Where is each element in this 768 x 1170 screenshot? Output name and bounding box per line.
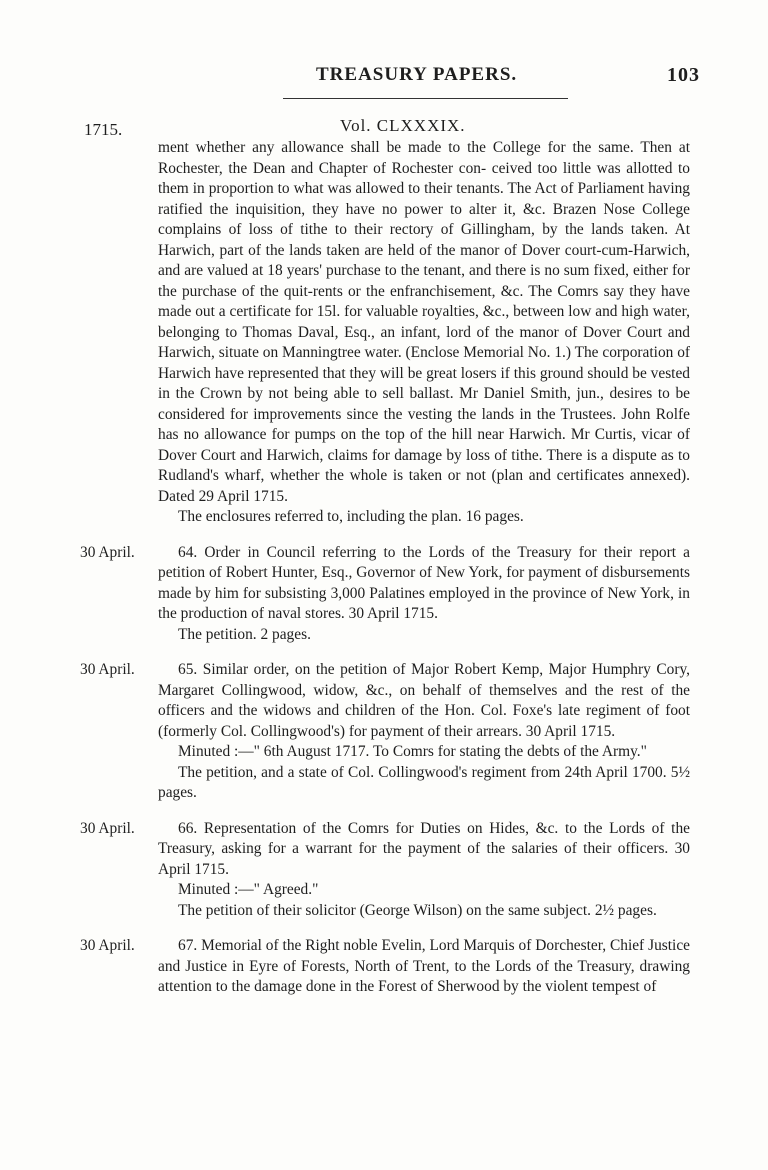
running-title: TREASURY PAPERS.: [316, 64, 518, 85]
entry-text: 65. Similar order, on the petition of Major Robert Kemp, Major Humphry Cory, Margaret Collingwood, widow, &c., on behalf of themselves and the rest of the officers and the widows and children of the Hon. Col. Foxe's late regiment of foot (formerly Col. Collingwood's) for payment of their arrears. 30 April 1715.: [158, 661, 690, 740]
entry: [80, 936, 690, 998]
text-line: Mr Curtis, vicar of Dover Court and Harwich, claims for damage: [158, 426, 690, 464]
text-line: corporation of Harwich have represented that they will be great: [158, 344, 691, 382]
text-line: 29 April 1715.: [198, 487, 288, 505]
volume-heading: Vol. CLXXXIX.: [340, 116, 466, 135]
entry-date: 30 April.: [80, 661, 135, 678]
header-rule: [283, 98, 568, 99]
entry-date: 30 April.: [80, 819, 135, 837]
entry-list: [80, 528, 690, 998]
text-line: Daval, Esq., an infant, lord of the manor of Dover Court and Harwich,: [158, 323, 690, 361]
entry-text: 64. Order in Council referring to the Lords of the Treasury for their report a petition of Robert Hunter, Esq., Governor of New York, for payment of disbursements made by him for subsisting 3,000 Palatines employed in the province of New York, in the production of naval stores. 30 April 1715.: [158, 543, 690, 622]
text-line: for improvements since the vesting the lands in the Trustees. John: [230, 405, 651, 423]
text-line: able to sell ballast. Mr Daniel Smith, jun., desires to be considered: [158, 385, 690, 423]
entry-note: The petition of their solicitor (George Wilson) on the same subject. 2½ pages.: [178, 901, 657, 919]
text-line: same. Then at Rochester, the Dean and Chapter of Rochester con-: [158, 139, 690, 177]
entry-text: 67. Memorial of the Right noble Evelin, Lord Marquis of Dorchester, Chief Justice and Justice in Eyre of Forests, North of Trent, to the Lords of the Treasury, drawing attention to the damage done in the Forest of Sherwood by the violent tempest of: [158, 937, 690, 995]
continued-entry-lines: [158, 138, 690, 507]
text-line: the whole is taken or not (plan and certificates annexed). Dated: [158, 467, 690, 505]
entry-gap: [158, 804, 690, 819]
text-line: of the manor of Dover court-cum-Harwich, and are valued at 18: [158, 241, 690, 279]
text-line: royalties, &c., between low and high water, belonging to Thomas: [158, 303, 690, 341]
entry: [80, 819, 690, 922]
entry-date: 30 April.: [80, 543, 135, 561]
entry-note: Minuted :—" Agreed.": [178, 881, 319, 898]
text-line: the inquisition, they have no power to alter it, &c. Brazen Nose: [209, 200, 636, 218]
entry-note: Minuted :—" 6th August 1717. To Comrs for stating the debts of the Army.": [178, 743, 647, 760]
body-text: [80, 138, 691, 998]
continued-paragraph: [158, 138, 690, 507]
entry-note: The petition, and a state of Col. Collingwood's regiment from 24th April 1700. 5½ pages.: [158, 763, 690, 801]
text-line: the purchase of the quit-rents or the enfranchisement, &c. The: [158, 282, 553, 300]
text-line: losers if this ground should be vested in the Crown by not being: [158, 364, 690, 402]
text-line: College complains of loss of tithe to their rectory of Gillingham,: [158, 200, 690, 238]
margin-year: 1715.: [84, 120, 123, 139]
entry-gap: [158, 528, 690, 543]
text-line: ceived too little was allotted to them in proportion to what was: [158, 159, 690, 197]
text-line: Comrs say they have made out a certificate for 15l. for valuable: [158, 282, 691, 320]
entry: [80, 543, 690, 646]
text-line: years' purchase to the tenant, and there is no sum fixed, either for: [286, 262, 691, 279]
enclosure-note: The enclosures referred to, including the plan. 16 pages.: [178, 508, 524, 525]
entry-text: 66. Representation of the Comrs for Duties on Hides, &c. to the Lords of the Treasury, asking for a warrant for the payment of the salaries of their officers. 30 April 1715.: [158, 819, 690, 878]
entry-gap: [158, 645, 690, 660]
text-line: Rolfe has no allowance for pumps on the top of the hill near Harwich.: [158, 405, 690, 443]
page-number: 103: [667, 64, 700, 86]
text-line: by the lands taken. At Harwich, part of the lands taken are held: [158, 221, 690, 259]
continued-entry: [158, 138, 690, 528]
entry-gap: [158, 921, 690, 936]
text-line: situate on Manningtree water. (Enclose Memorial No. 1.) The: [218, 344, 599, 361]
text-line: ment whether any allowance shall be made to the College for the: [158, 139, 592, 156]
text-line: by loss of tithe. There is a dispute as to Rudland's wharf, whether: [158, 446, 690, 484]
text-line: allowed to their tenants. The Act of Parliament having ratified: [158, 180, 690, 218]
entry-date: 30 April.: [80, 937, 135, 954]
entry-note: The petition. 2 pages.: [178, 625, 311, 643]
entry: [80, 660, 690, 804]
